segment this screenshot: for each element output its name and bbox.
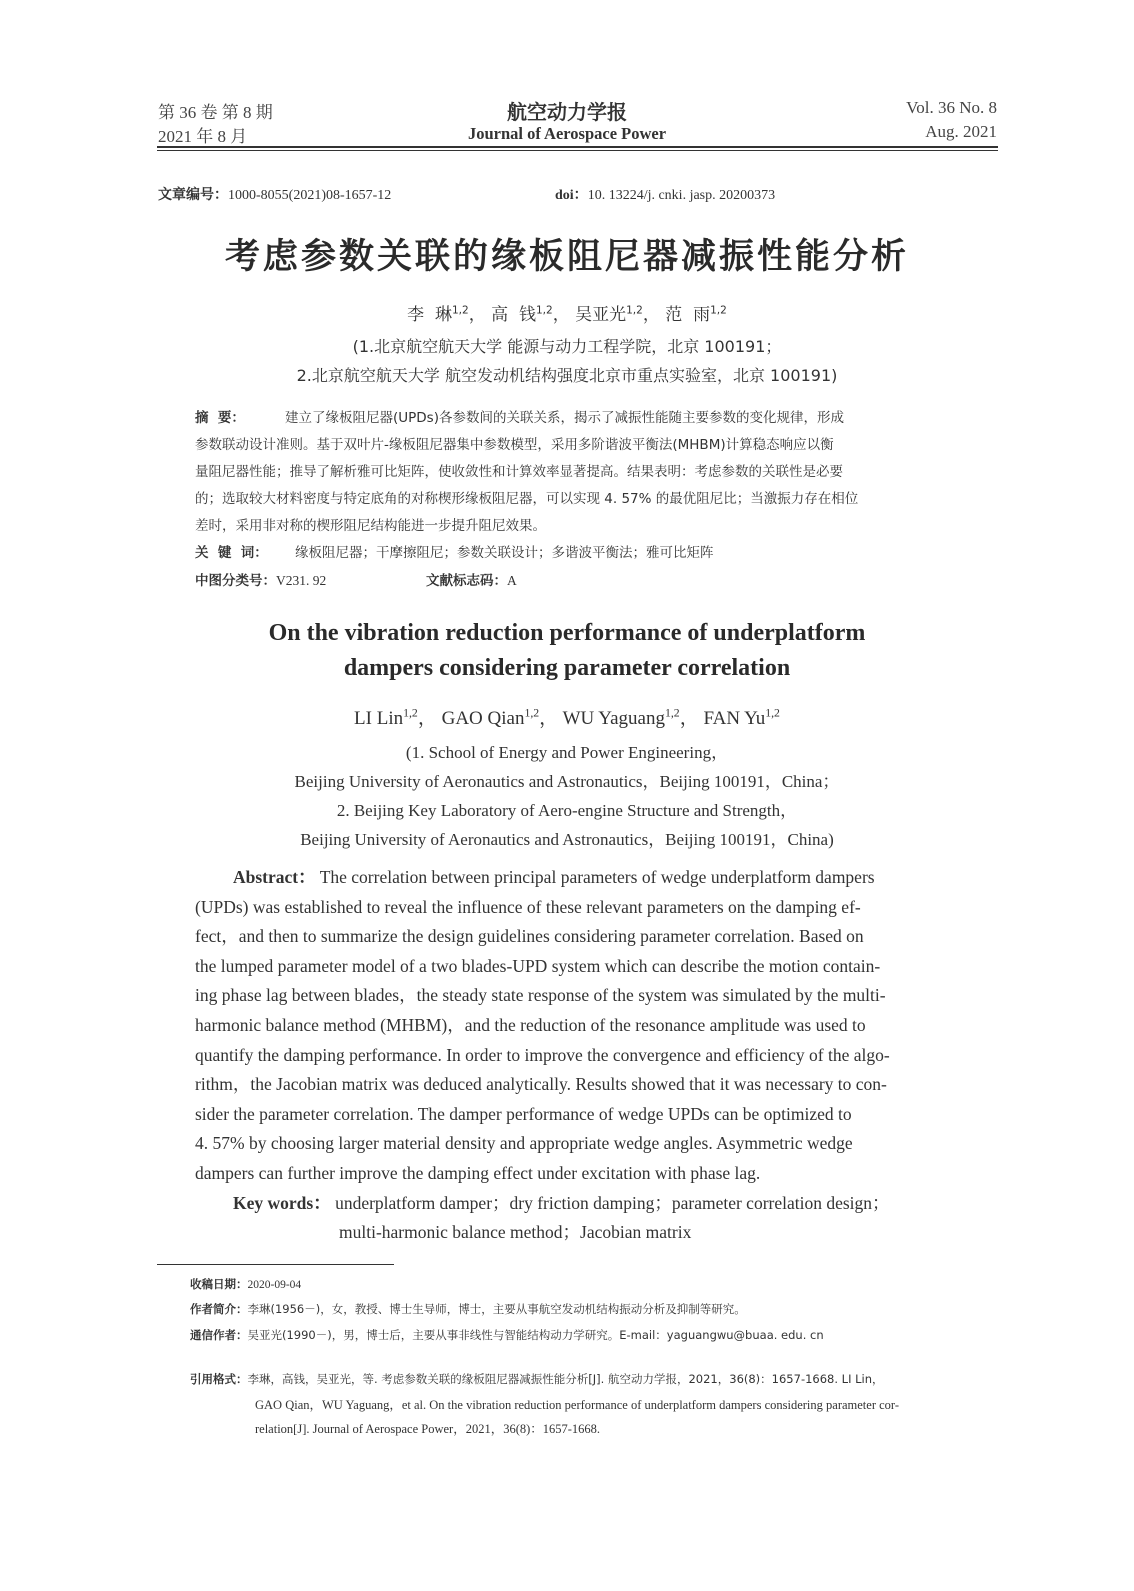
author-en: GAO Qian	[441, 708, 525, 729]
received-date: 收稿日期：2020-09-04	[190, 1277, 302, 1291]
affiliation-cn-1: (1.北京航空航天大学 能源与动力工程学院，北京 100191；	[352, 337, 782, 356]
abstract-en: Abstract： The correlation between principal parameters of wedge underplatform dampers (UPDs) was established to reveal the influence of these relevant parameters on the damping ef- fect，and then to summarize the design guidelines considering parameter correlation. Based on the lumped parameter model of a two blades-UPD system which can describe the motion contain- ing phase lag between blades，the steady state response of the system was simulated by the multi- harmonic balance method (MHBM)，and the reduction of the resonance amplitude was used to quantify the damping performance. In order to improve the convergence and efficiency of the algo- rithm，the Jacobian matrix was deduced analytically. Results showed that it was necessary to con- sider the parameter correlation. The damper performance of wedge UPDs can be optimized to 4. 57% by choosing larger material density and appropriate wedge angles. Asymmetric wedge dampers can further improve the damping effect under excitation with phase lag. Key words： underplatform damper；dry friction damping；parameter correlation design； multi-harmonic balance method；Jacobian matrix	[195, 863, 962, 1248]
header-rule-thick	[157, 146, 998, 148]
corresponding-author: 通信作者：吴亚光(1990－)，男，博士后，主要从事非线性与智能结构动力学研究。E-mail：yaguangwu@buaa. edu. cn	[190, 1328, 824, 1342]
author-en: WU Yaguang	[562, 708, 665, 729]
keywords-en-line-1: underplatform damper；dry friction damping；parameter correlation design；	[335, 1192, 890, 1213]
journal-name-cn: 航空动力学报	[507, 100, 627, 124]
citation-line-2: GAO Qian，WU Yaguang，et al. On the vibration reduction performance of underplatform dampers considering parameter cor-	[255, 1398, 899, 1412]
author-cn: 高 钱	[491, 305, 536, 325]
volume-number-en: Vol. 36 No. 8	[906, 98, 997, 117]
abstract-en-label: Abstract：	[233, 867, 316, 887]
affiliation-en-1: (1. School of Energy and Power Engineering，	[405, 743, 729, 762]
title-cn: 考虑参数关联的缘板阻尼器减振性能分析	[224, 237, 909, 277]
clc-code: V231. 92	[276, 573, 327, 588]
keywords-cn-label: 关 键 词：	[195, 545, 268, 561]
authors-en: LI Lin$^{1,2}$， GAO Qian$^{1,2}$， WU Yaguang$^{1,2}$， FAN Yu$^{1,2}$	[354, 706, 780, 729]
author-cn: 吴亚光	[575, 305, 627, 325]
article-number: 文章编号：1000-8055(2021)08-1657-12	[158, 187, 392, 203]
title-en-line-1: On the vibration reduction performance of underplatform	[268, 620, 866, 646]
doi: doi：10. 13224/j. cnki. jasp. 20200373	[555, 188, 776, 203]
abstract-cn: 摘 要： 建立了缘板阻尼器(UPDs)各参数间的关联关系，揭示了减振性能随主要参数的变化规律，形成 参数联动设计准则。基于双叶片-缘板阻尼器集中参数模型，采用多阶谐波平衡法(MHBM)计算稳态响应以衡 量阻尼器性能；推导了解析雅可比矩阵，使收敛性和计算效率显著提高。结果表明：考虑参数的关联性是必要 的；选取较大材料密度与特定底角的对称楔形缘板阻尼器，可以实现 4. 57% 的最优阻尼比；当激振力存在相位 差时，采用非对称的楔形阻尼结构能进一步提升阻尼效果。 关 键 词： 缘板阻尼器；干摩擦阻尼；参数关联设计；多谐波平衡法；雅可比矩阵 中图分类号：V231. 92 文献标志码：A	[195, 405, 965, 595]
title-en-line-2: dampers considering parameter correlation	[343, 655, 791, 681]
affiliation-en-3: 2. Beijing Key Laboratory of Aero-engine Structure and Strength，	[336, 801, 798, 820]
abstract-cn-label: 摘 要：	[195, 410, 245, 426]
issue-date: 2021 年 8 月	[158, 127, 248, 146]
author-en: LI Lin	[354, 708, 404, 729]
citation-line-1: 引用格式：李琳，高钱，吴亚光，等. 考虑参数关联的缘板阻尼器减振性能分析[J]. 航空动力学报，2021，36(8)：1657-1668. LI Lin，	[190, 1372, 884, 1386]
author-cn: 范 雨	[665, 305, 711, 325]
clc-label: 中图分类号：	[195, 573, 276, 589]
footnote-rule	[157, 1264, 394, 1265]
authors-cn: 李 琳$^{1,2}$， 高 钱$^{1,2}$， 吴亚光$^{1,2}$， 范 雨$^{1,2}$	[407, 304, 727, 325]
affiliation-en-4: Beijing University of Aeronautics and Astronautics，Beijing 100191，China)	[300, 830, 834, 849]
keywords-en-label: Key words：	[233, 1192, 331, 1213]
journal-name-en: Journal of Aerospace Power	[467, 124, 667, 143]
keywords-en-line-2: multi-harmonic balance method；Jacobian matrix	[339, 1222, 692, 1243]
affiliation-cn-2: 2.北京航空航天大学 航空发动机结构强度北京市重点实验室，北京 100191)	[296, 366, 838, 385]
keywords-cn: 缘板阻尼器；干摩擦阻尼；参数关联设计；多谐波平衡法；雅可比矩阵	[295, 545, 714, 561]
author-en: FAN Yu	[703, 708, 766, 729]
author-bio: 作者简介：李琳(1956－)，女，教授、博士生导师，博士，主要从事航空发动机结构振动分析及抑制等研究。	[190, 1302, 746, 1316]
date-en: Aug. 2021	[925, 122, 997, 141]
doc-code-label: 文献标志码：	[426, 573, 507, 589]
volume-issue: 第 36 卷 第 8 期	[158, 103, 273, 122]
doc-code: A	[507, 573, 517, 588]
affiliation-en-2: Beijing University of Aeronautics and Astronautics，Beijing 100191，China；	[294, 772, 840, 791]
author-cn: 李 琳	[407, 305, 452, 325]
citation-line-3: relation[J]. Journal of Aerospace Power，2021，36(8)：1657-1668.	[255, 1422, 601, 1436]
header-rule-thin	[157, 150, 998, 151]
